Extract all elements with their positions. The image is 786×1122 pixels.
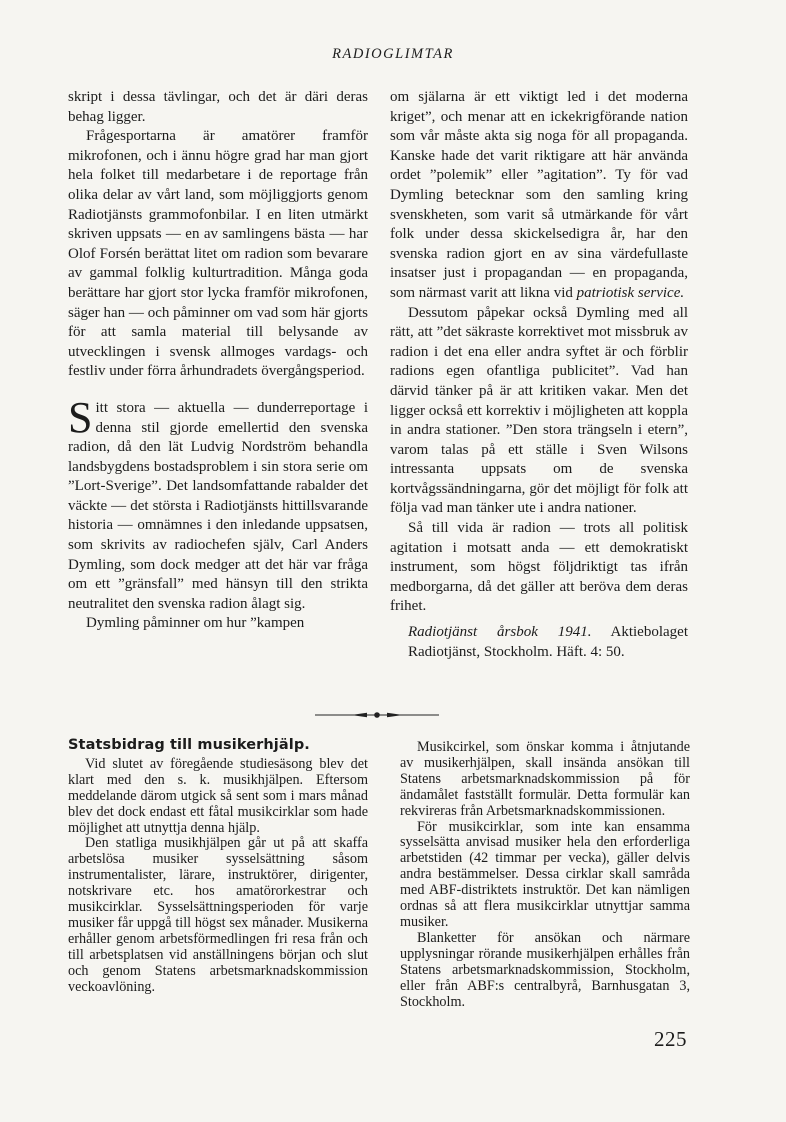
paragraph: skript i dessa tävlingar, och det är däri deras behag ligger. [68,89,368,125]
paragraph: Frågesportarna är amatörer framför mikrofonen, och i ännu högre grad har man gjort hela folket till medarbetare i de reportage från olika delar av vårt land, som möjliggjorts genom Radiotjänsts grammofonbilar. I en liten utmärkt skriven uppsats — en av samlingens bästa — har Olof Forsén berättat litet om radion som bevarare av gammal folklig kulturtradition. Många goda berättare har gjort stor lycka framför mikrofonen, säger han — och påminner om vad som här gjorts för att samla material till belysande av utvecklingen i svensk allmoges vardags- och festliv under förra århundradets övergångsperiod. [68,128,368,380]
book-citation [390,623,688,662]
italic-phrase: patriotisk service. [576,284,685,301]
paragraph: För musikcirklar, som inte kan ensamma sysselsätta anvisad musiker hela den erforderliga arbetstiden (42 timmar per vecka), gäller delvis andra bestämmelser. Dessa cirklar skall samråda med ABF-distriktets instruktör. Det kan nämligen ordnas så att flera musikcirklar utnyttjar samma musiker. [400,818,690,930]
article-column-left [68,88,368,634]
paragraph: Så till vida är radion — trots all politisk agitation i motsatt anda — ett demokratiskt instrument, som högst följdriktigt tas ifrån medborgarna, då det gäller att beröva dem deras frihet. [390,520,688,615]
paragraph [390,88,688,304]
paragraph: Blanketter för ansökan och närmare upplysningar rörande musikerhjälpen erhålles från Statens arbetsmarknadskommission, Stockholm, eller från ABF:s centralbyrå, Barnhusgatan 3, Stockholm. [400,929,690,1010]
running-title: RADIOGLIMTAR [332,46,454,62]
article-column-right [390,88,688,662]
notice-column-left [68,738,368,996]
citation-title: Radiotjänst årsbok 1941. [408,624,592,641]
paragraph: Den statliga musikhjälpen går ut på att skaffa arbetslösa musiker sysselsättning såsom instrumentalister, lärare, instruktörer, dirigenter, notskrivare etc. hos amatörorkestrar och musikcirklar. Sysselsättningsperioden för varje musiker får uppgå till högst sex månader. Musikerna erhåller genom arbetsförmedlingen fri resa från och till arbetsplatsen vid anställningens början och slut och genom Statens arbetsmarknadskommission veckoavlöning. [68,835,368,995]
paragraph-text: itt stora — aktuella — dunderreportage i denna stil gjorde emellertid den svenska radion, då den lät Ludvig Nordström behandla landsbygdens bostadsproblem i sin stora serie om ”Lort-Sverige”. Det landsomfattande rabalder det väckte — det största i Radiotjänsts hittillsvarande historia — omnämnes i den inledande uppsatsen, som skrivits av radiochefen själv, Carl Anders Dymling, som dock medger att det här var fråga om ett ”gränsfall” med hänsyn till den strikta neutralitet den svenska radion ålagt sig. [68,399,368,612]
paragraph-text: om själarna är ett viktigt led i det moderna kriget”, och menar att en ickekrigförande nation som vår måste akta sig noga för all propaganda. Kanske hade det varit riktigare att här använda ordet ”polemik” eller ”agitation”. Ty för vad Dymling betecknar som den samling kring svenskheten, som varit så utmärkande för vårt folk under dessa skickelsedigra år, har den svenska radion gjort en av sina värdefullaste insatser just i propagandan — en propaganda, som närmast varit att likna vid [390,89,688,301]
paragraph-with-drop-cap [68,392,368,615]
page-number: 225 [654,1027,687,1051]
paragraph: Dessutom påpekar också Dymling med all rätt, att ”det säkraste korrektivet mot missbruk av radion i det ena eller andra syftet är och förblir radions egen ofantliga publicitet”. Vad han därvid tänker på är att kritiken vakar. Men det ligger också ett korrektiv i möjligheten att koppla in andra stationer. ”Den stora trängseln i etern”, varom talas på ett ställe i Sven Wilsons intressanta uppsats om de svenska kortvågssändningarna, gör det möjligt för folk att följa vad man tänker ute i andra nationer. [390,304,688,517]
section-divider-ornament [315,709,439,721]
drop-cap: S [68,392,93,442]
section-title: Statsbidrag till musikerhjälp. [68,737,310,753]
paragraph: Musikcirkel, som önskar komma i åtnjutande av musikerhjälpen, skall insända ansökan till Statens arbetsmarknadskommission på för ändamålet fastställt formulär. Detta formulär kan rekvireras från Arbetsmarknadskommissionen. [400,739,690,819]
citation-publisher: Aktiebolaget Radiotjänst, Stockholm. Häft. 4: 50. [408,624,688,660]
paragraph: Dymling påminner om hur ”kampen [86,615,305,632]
paragraph: Vid slutet av föregående studiesäsong blev det klart med den s. k. musikhjälpen. Eftersom meddelande därom utgick så sent som i mars månad blev det dock endast ett fåtal musikcirklar som hade möjlighet att utnyttja denna hjälp. [68,755,368,836]
notice-column-right [400,740,690,1010]
